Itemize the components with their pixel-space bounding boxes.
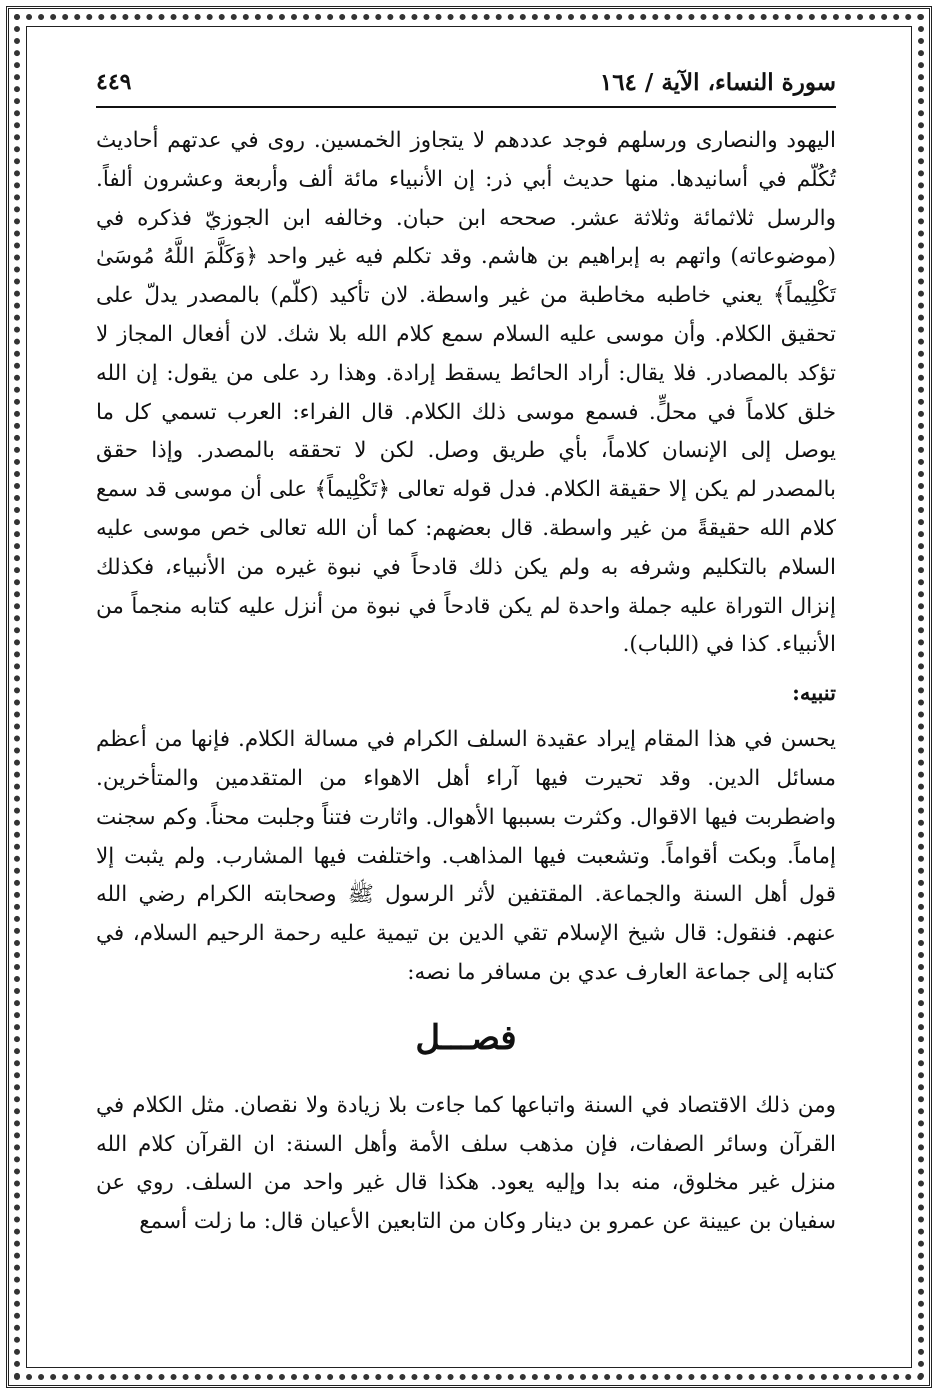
page-number: ٤٤٩ bbox=[96, 69, 132, 95]
body-paragraph-1: اليهود والنصارى ورسلهم فوجد عددهم لا يتجاوز الخمسين. روى في عدتهم أحاديث تُكُلّم في أسانيدها. منها حديث أبي ذر: إن الأنبياء مائة ألف وأربعة وعشرون ألفاً. والرسل ثلاثمائة وثلاثة عشر. صححه ابن حبان. وخالفه ابن الجوزيّ فذكره في (موضوعاته) واتهم به إبراهيم بن هاشم. وقد تكلم فيه غير واحد ﴿وَكَلَّمَ اللَّهُ مُوسَىٰ تَكْلِيماً﴾ يعني خاطبه مخاطبة من غير واسطة. لان تأكيد (كلّم) بالمصدر يدلّ على تحقيق الكلام. وأن موسى عليه السلام سمع كلام الله بلا شك. لان أفعال المجاز لا تؤكد بالمصادر. فلا يقال: أراد الحائط يسقط إرادة. وهذا رد على من يقول: إن الله خلق كلاماً في محلٍّ. فسمع موسى ذلك الكلام. قال الفراء: العرب تسمي كل ما يوصل إلى الإنسان كلاماً، بأي طريق وصل. لكن لا تحققه بالمصدر. وإذا حقق بالمصدر لم يكن إلا حقيقة الكلام. فدل قوله تعالى ﴿تَكْلِيماً﴾ على أن موسى قد سمع كلام الله حقيقةً من غير واسطة. قال بعضهم: كما أن الله تعالى خص موسى عليه السلام بالتكليم وشرفه به ولم يكن ذلك قادحاً في نبوة غيره من الأنبياء، فكذلك إنزال التوراة عليه جملة واحدة لم يكن قادحاً في نبوة من أنزل عليه كتابه منجماً من الأنبياء. كذا في (اللباب). bbox=[96, 128, 836, 658]
tanbih-label: تنبيه: bbox=[792, 680, 836, 706]
running-title: سورة النساء، الآية / ١٦٤ bbox=[599, 68, 836, 96]
page-header bbox=[96, 60, 836, 104]
body-paragraph-3: ومن ذلك الاقتصاد في السنة واتباعها كما جاءت بلا زيادة ولا نقصان. مثل الكلام في القرآن وسائر الصفات، فإن مذهب سلف الأمة وأهل السنة: ان القرآن كلام الله منزل غير مخلوق، منه بدا وإليه يعود. هكذا قال غير واحد من السلف. روي عن سفيان بن عيينة عن عمرو بن دينار وكان من التابعين الأعيان قال: ما زلت أسمع bbox=[96, 1092, 836, 1235]
header-rule bbox=[96, 106, 836, 108]
section-heading: فصـــل bbox=[415, 1017, 517, 1058]
body-paragraph-2: يحسن في هذا المقام إيراد عقيدة السلف الكرام في مسالة الكلام. فإنها من أعظم مسائل الدين. وقد تحيرت فيها آراء أهل الاهواء من المتقدمين والمتأخرين. واضطربت فيها الاقوال. وكثرت بسببها الأهوال. واثارت فتناً وجلبت محناً. وكم سجنت إماماً. وبكت أقواماً. وتشعبت فيها المذاهب. واختلفت فيها المشارب. ولم يثبت إلا قول أهل السنة والجماعة. المقتفين لأثر الرسول ﷺ وصحابته الكرام رضي الله عنهم. فنقول: قال شيخ الإسلام تقي الدين بن تيمية عليه رحمة الرحيم السلام، في كتابه إلى جماعة العارف عدي بن مسافر ما نصه: bbox=[96, 727, 836, 985]
book-page bbox=[96, 60, 836, 1242]
paragraph-gap bbox=[96, 665, 836, 673]
